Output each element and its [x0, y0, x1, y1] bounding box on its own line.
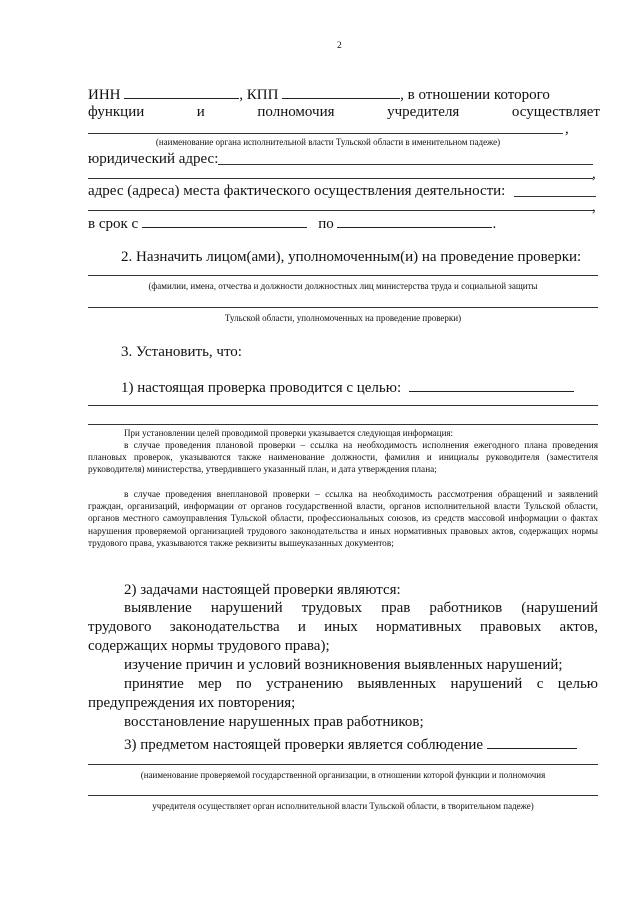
term-from-label: в срок с [88, 216, 139, 232]
actual-address-field-2[interactable] [88, 210, 593, 211]
relation-text: в отношении которого [407, 87, 550, 103]
subject-field-2[interactable] [88, 764, 598, 765]
section-3-heading: 3. Установить, что: [121, 344, 242, 360]
note-unplanned: в случае проведения внеплановой проверки – ссылка на необходимость рассмотрения обращений и заявлений граждан, организаций, информации от органов государственной власти, органов исполнительной власти Тульской области, органов местного самоуправления Тульской области, профессиональных союзов, из средств массовой информации о фактах нарушения проверяемой организацией трудового законодательства и иных нормативных правовых актов, содержащих нормы трудового права, указываются также реквизиты вышеуказанных документов; [88, 490, 598, 549]
founder-line: функции и полномочия учредителя осуществляет [88, 104, 600, 120]
task-1 [88, 599, 598, 618]
task-3a: принятие мер по устранению выявленных нарушений с целью [124, 676, 598, 692]
legal-address-field[interactable] [218, 164, 593, 165]
authority-hint: (наименование органа исполнительной власти Тульской области в именительном падеже) [155, 137, 501, 147]
inn-field[interactable] [124, 85, 239, 99]
term-to-field[interactable] [337, 214, 492, 228]
comma: , [592, 199, 596, 215]
inspector-field-2[interactable] [88, 307, 598, 308]
task-1-line-1: выявление нарушений трудовых прав работников (нарушений [124, 600, 598, 616]
task-1c: содержащих нормы трудового права); [88, 638, 330, 654]
note-intro: При установлении целей проводимой проверки указывается следующая информация: [124, 428, 454, 438]
term-line: в срок с по . [88, 216, 497, 232]
purpose-field-2[interactable] [88, 405, 598, 406]
task-4: восстановление нарушенных прав работников; [124, 714, 424, 730]
kpp-label: КПП [246, 87, 279, 103]
purpose-field[interactable] [409, 378, 574, 392]
purpose-line [121, 378, 574, 397]
authority-field-line[interactable] [88, 133, 563, 134]
inspector-hint-1: (фамилии, имена, отчества и должности должностных лиц министерства труда и социальной защиты [148, 281, 538, 291]
term-from-field[interactable] [142, 214, 307, 228]
inspector-hint-2: Тульской области, уполномоченных на проведение проверки) [224, 313, 462, 323]
actual-address-field[interactable] [514, 196, 596, 197]
inn-label: ИНН [88, 87, 121, 103]
comma: , [565, 121, 569, 137]
actual-address-label: адрес (адреса) места фактического осуществления деятельности: [88, 183, 506, 199]
task-1b: трудового законодательства и иных нормативных правовых актов, [88, 619, 598, 635]
subject-line [124, 735, 577, 754]
task-2: изучение причин и условий возникновения выявленных нарушений; [124, 657, 563, 673]
subject-label: 3) предметом настоящей проверки является соблюдение [124, 737, 484, 753]
purpose-label: 1) настоящая проверка проводится с целью: [121, 380, 402, 396]
section-2-heading: 2. Назначить лицом(ами), уполномоченным(и) на проведение проверки: [121, 249, 582, 265]
purpose-field-3[interactable] [88, 424, 598, 425]
subject-field[interactable] [487, 735, 577, 749]
inn-kpp-line: ИНН , КПП , в отношении которого [88, 87, 550, 103]
tasks-heading: 2) задачами настоящей проверки являются: [124, 582, 401, 598]
term-to-label: по [318, 216, 334, 232]
inspector-field[interactable] [88, 275, 598, 276]
comma: , [592, 166, 596, 182]
subject-hint-1: (наименование проверяемой государственной организации, в отношении которой функции и полномочия [140, 770, 546, 780]
kpp-field[interactable] [282, 85, 400, 99]
subject-field-3[interactable] [88, 795, 598, 796]
task-3b: предупреждения их повторения; [88, 695, 296, 711]
subject-hint-2: учредителя осуществляет орган исполнительной власти Тульской области, в творительном падеже) [152, 801, 534, 811]
note-planned: в случае проведения плановой проверки – ссылка на необходимость исполнения ежегодного плана проведения плановых проверок, указываются также наименование должности, фамилия и инициалы руководителя (заместителя руководителя) министерства, утвердившего указанный план, и дата утверждения плана; [88, 441, 598, 476]
legal-address-label: юридический адрес: [88, 151, 219, 167]
legal-address-field-2[interactable] [88, 178, 593, 179]
page-number: 2 [337, 41, 342, 51]
